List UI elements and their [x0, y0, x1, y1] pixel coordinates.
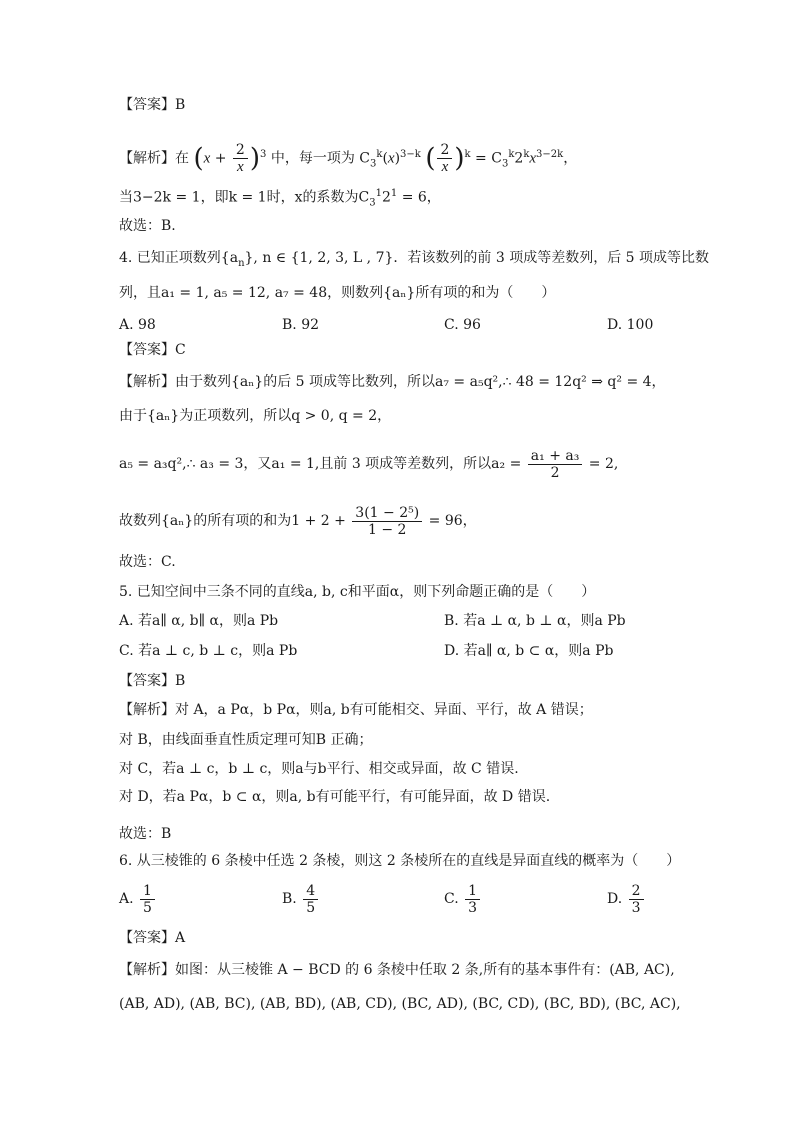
q6-analysis-line2: (AB, AD), (AB, BC), (AB, BD), (AB, CD), (BC, AD), (BC, CD), (BC, BD), (BC, AC),	[119, 996, 681, 1012]
q6-option-a-label: A.	[119, 891, 134, 907]
q3-analysis-line2-tail: = 6，	[401, 189, 441, 206]
q4-analysis-line4-a: 故数列{aₙ}的所有项的和为1 + 2 +	[119, 513, 346, 529]
q4-analysis-line3-a: a₅ = a₃q²,∴ a₃ = 3，又a₁ = 1,且前 3 项成等差数列，所以a₂ =	[119, 456, 522, 472]
q6-option-d-den: 3	[631, 899, 641, 916]
q6-option-b	[282, 880, 320, 918]
q4-stem-line2: 列，且a₁ = 1, a₅ = 12, a₇ = 48，则数列{aₙ}所有项的和为（ ）	[119, 285, 556, 301]
q6-option-c-num: 1	[465, 883, 480, 900]
q3-analysis-text-a: 在	[175, 150, 189, 167]
q3-conclusion: 故选：B.	[119, 218, 176, 234]
q3-analysis-line2-text: 当3−2k = 1，即k = 1时，x的系数为C	[119, 189, 370, 206]
q3-analysis-label: 【解析】	[119, 150, 175, 167]
q6-option-d-label: D.	[607, 891, 623, 907]
q4-analysis-line4-b: = 96，	[428, 513, 477, 529]
q4-analysis-line3	[119, 444, 754, 484]
q4-option-a: A. 98	[119, 317, 156, 333]
q4-frac-sum	[352, 505, 422, 538]
q5-option-c: C. 若a ⊥ c, b ⊥ c，则a Pb	[119, 643, 298, 659]
q6-option-a	[119, 880, 157, 918]
q5-analysis-line3: 对 C，若a ⊥ c，b ⊥ c，则a与b平行、相交或异面，故 C 错误.	[119, 761, 519, 777]
q6-option-b-den: 5	[306, 899, 316, 916]
q4-analysis-line4	[119, 500, 754, 542]
q4-frac-mean-den: 2	[550, 464, 560, 481]
q4-frac-mean	[528, 448, 583, 481]
q4-analysis-line1: 【解析】由于数列{aₙ}的后 5 项成等比数列，所以a₇ = a₅q²,∴ 48 = 12q² ⇒ q² = 4，	[119, 374, 666, 390]
q5-conclusion: 故选：B	[119, 826, 172, 842]
q6-option-c-label: C.	[444, 891, 459, 907]
q4-conclusion: 故选：C.	[119, 554, 176, 570]
q6-option-a-num: 1	[140, 883, 155, 900]
q6-option-d	[607, 880, 646, 918]
q4-frac-mean-num: a₁ + a₃	[528, 448, 583, 465]
q4-answer: 【答案】C	[119, 342, 186, 358]
q5-analysis-line4: 对 D，若a Pα，b ⊂ α，则a, b有可能平行，有可能异面，故 D 错误.	[119, 789, 551, 805]
q4-stem-line1: 4. 已知正项数列$\{a_n\}$, n ∈ {1, 2, 3, L , 7}．若该数列的前 3 项成等差数列，后 5 项成等比数	[119, 250, 710, 269]
q4-frac-sum-den: 1 − 2	[368, 521, 407, 538]
q4-analysis-line2: 由于{aₙ}为正项数列，所以q > 0, q = 2，	[119, 408, 392, 424]
q3-analysis-line2: 当3−2k = 1，即k = 1时，x的系数为$C_3^12^1 = 6$，	[119, 188, 441, 209]
q5-answer: 【答案】B	[119, 673, 186, 689]
q3-answer: 【答案】B	[119, 97, 186, 113]
q5-option-a: A. 若a∥ α, b∥ α，则a Pb	[119, 613, 279, 629]
q4-frac-sum-num: 3(1 − 2⁵)	[352, 505, 422, 522]
q6-option-c-den: 3	[468, 899, 478, 916]
q6-option-c	[444, 880, 482, 918]
q4-stem-b: }, n ∈ {1, 2, 3, L , 7}．若该数列的前 3 项成等差数列，后 5 项成等比数	[244, 250, 710, 266]
q6-option-b-label: B.	[282, 891, 297, 907]
q6-option-b-num: 4	[303, 883, 318, 900]
q3-frac-2-over-x: $\frac{2}{x}$	[233, 142, 248, 175]
q6-option-a-den: 5	[143, 899, 152, 916]
q5-analysis-line2: 对 B，由线面垂直性质定理可知B 正确；	[119, 732, 373, 748]
q5-option-b: B. 若a ⊥ α, b ⊥ α，则a Pb	[444, 613, 626, 629]
q4-stem-a: 4. 已知正项数列{a	[119, 250, 239, 266]
q4-option-d: D. 100	[607, 317, 654, 333]
q3-analysis-line1: 【解析】在 (x + $\frac{2}{x}$ )$^3$ 中，每一项为 $C_3^k(x)^{3-k}$ ( $\frac{2}{x}$ )$^k = C_3^k2^kx^{3-2k}$，	[119, 142, 578, 176]
q4-option-c: C. 96	[444, 317, 481, 333]
q4-analysis-line3-b: = 2,	[588, 456, 619, 472]
q5-stem: 5. 已知空间中三条不同的直线a, b, c和平面α，则下列命题正确的是（ ）	[119, 584, 596, 600]
q5-analysis-line1: 【解析】对 A，a Pα，b Pα，则a, b有可能相交、异面、平行，故 A 错误；	[119, 702, 593, 718]
q6-analysis-line1: 【解析】如图：从三棱锥 A − BCD 的 6 条棱中任取 2 条,所有的基本事件有：(AB, AC),	[119, 962, 675, 978]
q3-analysis-text-b: 中，每一项为	[270, 150, 355, 167]
q5-option-d: D. 若a∥ α, b ⊂ α，则a Pb	[444, 643, 614, 659]
q6-stem: 6. 从三棱锥的 6 条棱中任选 2 条棱，则这 2 条棱所在的直线是异面直线的概率为（ ）	[119, 853, 681, 869]
q4-option-b: B. 92	[282, 317, 320, 333]
q6-answer: 【答案】A	[119, 930, 186, 946]
q6-option-d-num: 2	[629, 883, 644, 900]
